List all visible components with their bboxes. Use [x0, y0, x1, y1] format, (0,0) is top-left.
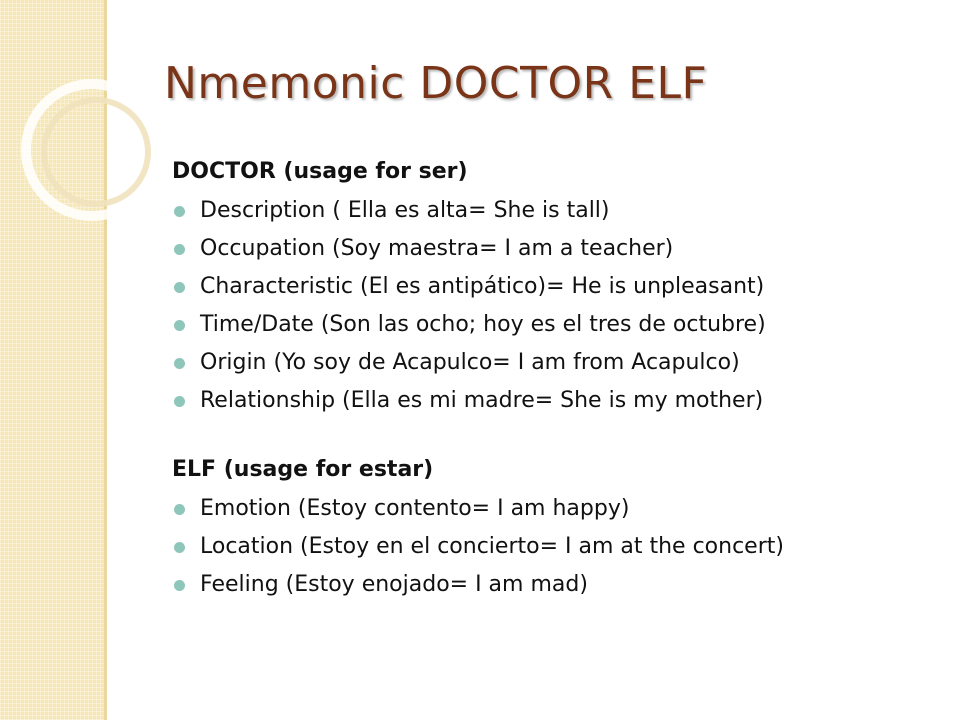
list-item: [172, 306, 942, 344]
list-item-text: Feeling (Estoy enojado= I am mad): [200, 572, 588, 597]
section-spacer: [172, 420, 942, 450]
bullet-icon: [174, 320, 185, 331]
slide-title: Nmemonic DOCTOR ELF: [164, 58, 708, 109]
list-item-text: Time/Date (Son las ocho; hoy es el tres de octubre): [200, 312, 766, 337]
decorative-rings: [0, 0, 200, 260]
list-item-text: Origin (Yo soy de Acapulco= I am from Acapulco): [200, 350, 740, 375]
list-item: [172, 344, 942, 382]
bullet-icon: [174, 244, 185, 255]
slide-content: [172, 152, 942, 604]
list-item: [172, 268, 942, 306]
doctor-bullet-list: [172, 192, 942, 420]
list-item-text: Relationship (Ella es mi madre= She is my mother): [200, 388, 764, 413]
section-heading-doctor: DOCTOR (usage for ser): [172, 159, 468, 184]
bullet-icon: [174, 396, 185, 407]
bullet-icon: [174, 358, 185, 369]
list-item-text: Location (Estoy en el concierto= I am at the concert): [200, 534, 784, 559]
bullet-icon: [174, 504, 185, 515]
inner-ring: [44, 100, 148, 204]
elf-bullet-list: [172, 490, 942, 604]
list-item: [172, 490, 942, 528]
list-item-text: Characteristic (El es antipático)= He is unpleasant): [200, 274, 765, 299]
bullet-icon: [174, 580, 185, 591]
list-item: [172, 230, 942, 268]
list-item-text: Description ( Ella es alta= She is tall): [200, 198, 610, 223]
list-item-text: Emotion (Estoy contento= I am happy): [200, 496, 630, 521]
bullet-icon: [174, 206, 185, 217]
list-item-text: Occupation (Soy maestra= I am a teacher): [200, 236, 674, 261]
section-heading-elf: ELF (usage for estar): [172, 457, 434, 482]
list-item: [172, 528, 942, 566]
list-item: [172, 192, 942, 230]
list-item: [172, 566, 942, 604]
bullet-icon: [174, 542, 185, 553]
list-item: [172, 382, 942, 420]
bullet-icon: [174, 282, 185, 293]
